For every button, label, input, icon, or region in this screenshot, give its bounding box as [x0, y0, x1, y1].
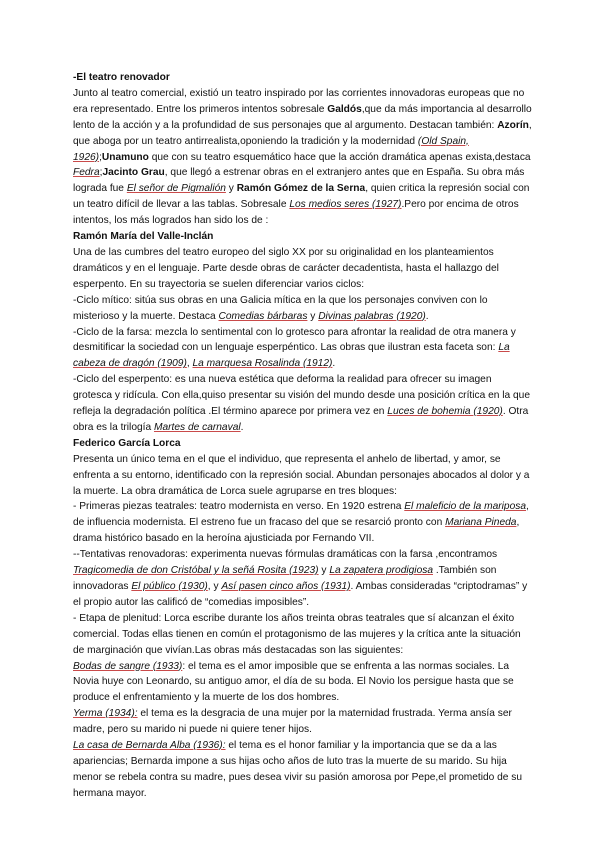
work-marquesa-rosalinda: La marquesa Rosalinda (1912)	[192, 358, 333, 370]
text: .También son innovadoras	[73, 565, 497, 592]
paragraph-ciclo-farsa	[73, 325, 533, 373]
paragraph-ciclo-esperpento	[73, 372, 533, 436]
text: -Ciclo mítico: sitúa sus obras en una Galicia mítica en la que los personajes conviven con lo misterioso y la muerte. Destaca	[73, 294, 488, 322]
work-luces-bohemia: Luces de bohemia (1920)	[387, 406, 503, 418]
paragraph-primeras-piezas	[73, 499, 533, 547]
text: --Tentativas renovadoras: experimenta nuevas fórmulas dramáticas con la farsa ,encontramos	[73, 549, 498, 561]
text: , quien critica la represión social con un teatro difícil de llevar a las tablas. Sobresale	[73, 183, 530, 211]
work-bodas-sangre: Bodas de sangre (1933)	[73, 660, 183, 672]
author-galdos: Galdós	[327, 103, 362, 115]
text: , y	[207, 581, 222, 592]
work-casa-bernarda: La casa de Bernarda Alba (1936):	[73, 740, 226, 752]
work-cabeza-dragon: La cabeza de dragón (1909)	[73, 342, 510, 370]
text: .	[240, 421, 244, 433]
text: , que aboga por un teatro antirrealista,oponiendo la tradición y la modernidad	[73, 119, 532, 147]
paragraph-casa-bernarda	[73, 738, 533, 802]
work-yerma: Yerma (1934):	[73, 708, 138, 720]
work-old-spain: (Old Spain, 1926)	[73, 135, 469, 163]
text: ,que da más importancia al desarrollo lento de la acción y a la profundidad de sus personajes que al argumento. Destacan también:	[73, 103, 532, 131]
text: -Ciclo del esperpento: es una nueva estética que deforma la realidad para ofrecer su imagen grotesca y ridícula. Con ella,quiso presentar su visión del mundo desde una posición crítica en la que refleja la degradación política .El término aparece por primera vez en	[73, 374, 531, 418]
text: y	[307, 310, 319, 322]
text: ;	[99, 167, 103, 179]
paragraph-plenitud: - Etapa de plenitud: Lorca escribe durante los años treinta obras teatrales que sí alcanzan el éxito comercial. Todas ellas tienen en común el protagonismo de las mujeres y la crítica ante la situación de marginación que vivían.Las obras más destacadas son las siguientes:	[73, 612, 521, 656]
text: - Primeras piezas teatrales: teatro modernista en verso. En 1920 estrena	[73, 501, 405, 513]
work-comedias-barbaras: Comedias bárbaras	[218, 310, 308, 322]
work-asi-pasen: Así pasen cinco años (1931)	[221, 581, 351, 592]
paragraph-yerma	[73, 706, 533, 738]
document-body	[73, 70, 533, 802]
paragraph-lorca-intro: Presenta un único tema en el que el individuo, que representa el anhelo de libertad, y amor, se enfrenta a su entorno, identificado con la represión social. Abundan personajes abocados al dolor y a la muerte. La obra dramática de Lorca suele agruparse en tres bloques:	[73, 453, 530, 497]
work-divinas-palabras: Divinas palabras (1920)	[318, 310, 426, 322]
text: : el tema es el amor imposible que se enfrenta a las normas sociales. La Novia huye con Leonardo, su antiguo amor, el día de su boda. El Novio los persigue hasta que se produce el enfrentamiento y la muerte de los dos hombres.	[73, 660, 514, 704]
text: el tema es el honor familiar y la importancia que se da a las apariencias; Bernarda impone a sus hijas ocho años de luto tras la muerte de su marido. Su hija menor se rebela contra su madre, pues desea vivir su pasión amorosa por Pepe,el prometido de su hermana mayor.	[73, 740, 523, 799]
text: , drama histórico basado en la heroína ajusticiada por Fernando VII.	[73, 517, 520, 545]
text: el tema es la desgracia de una mujer por la maternidad frustrada. Yerma ansía ser madre, pero su marido ni puede ni quiere tener hijos.	[73, 708, 512, 736]
paragraph-teatro-renovador	[73, 86, 533, 229]
heading-lorca: Federico García Lorca	[73, 437, 181, 449]
text: .Pero por encima de otros intentos, los más logrados han sido los de :	[73, 199, 519, 227]
text: que con su teatro esquemático hace que la acción dramática apenas exista,destaca	[148, 151, 531, 163]
text: . Ambas consideradas “criptodramas” y el propio autor las calificó de “comedias imposibles”.	[73, 581, 528, 608]
work-pigmalion: El señor de Pigmalión	[126, 183, 226, 195]
text: , que llegó a estrenar obras en el extranjero antes que en España. Su obra más lograda fue	[73, 167, 525, 195]
text: , de influencia modernista. El estreno fue un fracaso del que se resarció pronto con	[73, 501, 529, 529]
work-el-publico: El público (1930)	[131, 581, 208, 592]
author-grau: Jacinto Grau	[102, 167, 165, 179]
work-mariana-pineda: Mariana Pineda	[445, 517, 517, 529]
text: ,	[186, 358, 193, 370]
author-gomez-de-la-serna: Ramón Gómez de la Serna	[236, 183, 366, 195]
text: .	[425, 310, 429, 322]
text: . Otra obra es la trilogía	[73, 406, 529, 433]
author-unamuno: Unamuno	[101, 151, 149, 163]
text: y	[225, 183, 237, 195]
work-martes-carnaval: Martes de carnaval	[153, 421, 241, 433]
work-maleficio-mariposa: El maleficio de la mariposa	[404, 501, 527, 513]
text: Junto al teatro comercial, existió un teatro inspirado por las corrientes innovadoras europeas que no era representado. Entre los primeros intentos sobresale	[73, 87, 525, 115]
work-fedra: Fedra	[73, 167, 100, 179]
heading-valle-inclan: Ramón María del Valle-Inclán	[73, 231, 214, 243]
text: ;	[99, 151, 102, 163]
paragraph-valle-intro: Una de las cumbres del teatro europeo del siglo XX por su originalidad en los planteamientos dramáticos y en el lenguaje. Parte desde obras de carácter decadentista, hasta el hallazgo del esperpento. En su trayectoria se suelen diferenciar varios ciclos:	[73, 246, 499, 290]
paragraph-bodas	[73, 659, 533, 707]
author-azorin: Azorín	[497, 119, 529, 131]
text: .	[332, 358, 336, 370]
text: y	[318, 565, 330, 577]
paragraph-ciclo-mitico	[73, 293, 533, 325]
text: -Ciclo de la farsa: mezcla lo sentimental con lo grotesco para afrontar la realidad de otra manera y desmitificar la sociedad con un lenguaje esperpéntico. Las obras que ilustran esta faceta son:	[73, 326, 516, 354]
heading-teatro-renovador: -El teatro renovador	[73, 72, 170, 83]
work-tragicomedia: Tragicomedia de don Cristóbal y la señá Rosita (1923)	[73, 565, 319, 577]
paragraph-tentativas	[73, 547, 533, 611]
work-zapatera: La zapatera prodigiosa	[329, 565, 433, 577]
work-medios-seres: Los medios seres (1927)	[289, 199, 402, 211]
